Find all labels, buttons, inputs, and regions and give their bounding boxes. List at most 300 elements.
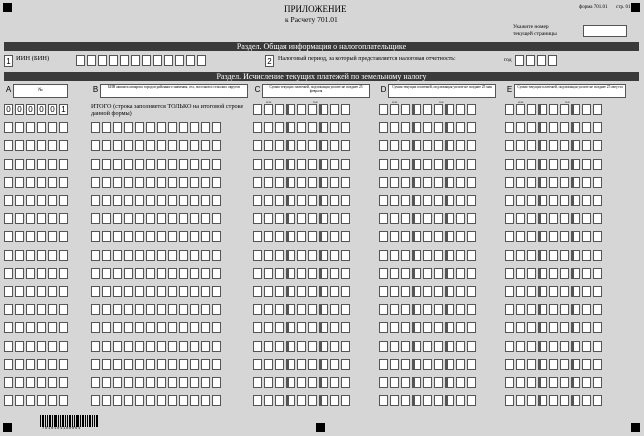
input-cell[interactable] bbox=[26, 231, 35, 242]
input-cell[interactable] bbox=[456, 213, 465, 224]
input-cell[interactable] bbox=[571, 104, 580, 115]
input-cell[interactable] bbox=[505, 322, 514, 333]
input-cell[interactable] bbox=[412, 395, 421, 406]
input-cell[interactable] bbox=[286, 122, 295, 133]
input-cell[interactable] bbox=[401, 140, 410, 151]
input-cell[interactable] bbox=[527, 195, 536, 206]
amount-feb-field[interactable] bbox=[253, 377, 350, 388]
input-cell[interactable] bbox=[4, 304, 13, 315]
bin-field[interactable] bbox=[91, 377, 221, 388]
input-cell[interactable] bbox=[157, 377, 166, 388]
input-cell[interactable] bbox=[212, 159, 221, 170]
input-cell[interactable] bbox=[412, 341, 421, 352]
input-cell[interactable] bbox=[190, 304, 199, 315]
input-cell[interactable] bbox=[190, 231, 199, 242]
input-cell[interactable] bbox=[275, 250, 284, 261]
input-cell[interactable] bbox=[549, 377, 558, 388]
row-number-field[interactable] bbox=[4, 359, 68, 370]
input-cell[interactable] bbox=[412, 231, 421, 242]
input-cell[interactable] bbox=[516, 341, 525, 352]
input-cell[interactable] bbox=[538, 122, 547, 133]
amount-feb-field[interactable] bbox=[253, 159, 350, 170]
input-cell[interactable] bbox=[505, 250, 514, 261]
input-cell[interactable] bbox=[212, 341, 221, 352]
amount-may-field[interactable] bbox=[379, 250, 476, 261]
input-cell[interactable] bbox=[571, 159, 580, 170]
input-cell[interactable] bbox=[124, 395, 133, 406]
input-cell[interactable] bbox=[308, 231, 317, 242]
input-cell[interactable] bbox=[434, 341, 443, 352]
input-cell[interactable] bbox=[135, 122, 144, 133]
input-cell[interactable] bbox=[113, 322, 122, 333]
input-cell[interactable] bbox=[15, 322, 24, 333]
input-cell[interactable] bbox=[179, 322, 188, 333]
amount-may-field[interactable] bbox=[379, 341, 476, 352]
input-cell[interactable] bbox=[212, 231, 221, 242]
input-cell[interactable] bbox=[505, 286, 514, 297]
input-cell[interactable] bbox=[37, 286, 46, 297]
input-cell[interactable] bbox=[48, 268, 57, 279]
input-cell[interactable] bbox=[48, 140, 57, 151]
input-cell[interactable] bbox=[4, 250, 13, 261]
input-cell[interactable] bbox=[467, 377, 476, 388]
input-cell[interactable] bbox=[15, 268, 24, 279]
input-cell[interactable] bbox=[15, 177, 24, 188]
input-cell[interactable] bbox=[113, 140, 122, 151]
input-cell[interactable] bbox=[467, 304, 476, 315]
input-cell[interactable] bbox=[201, 395, 210, 406]
input-cell[interactable] bbox=[124, 359, 133, 370]
input-cell[interactable] bbox=[286, 177, 295, 188]
input-cell[interactable] bbox=[26, 395, 35, 406]
input-cell[interactable] bbox=[275, 104, 284, 115]
row-number-field[interactable] bbox=[4, 231, 68, 242]
input-cell[interactable] bbox=[467, 213, 476, 224]
input-cell[interactable] bbox=[91, 231, 100, 242]
amount-may-field[interactable] bbox=[379, 359, 476, 370]
input-cell[interactable] bbox=[582, 122, 591, 133]
input-cell[interactable] bbox=[505, 177, 514, 188]
input-cell[interactable] bbox=[113, 231, 122, 242]
input-cell[interactable] bbox=[37, 231, 46, 242]
input-cell[interactable] bbox=[157, 304, 166, 315]
amount-may-field[interactable] bbox=[379, 177, 476, 188]
amount-may-field[interactable] bbox=[379, 140, 476, 151]
input-cell[interactable] bbox=[593, 250, 602, 261]
input-cell[interactable] bbox=[341, 177, 350, 188]
amount-may-field[interactable] bbox=[379, 159, 476, 170]
input-cell[interactable] bbox=[330, 177, 339, 188]
input-cell[interactable] bbox=[91, 304, 100, 315]
input-cell[interactable] bbox=[330, 268, 339, 279]
input-cell[interactable] bbox=[516, 140, 525, 151]
input-cell[interactable] bbox=[26, 122, 35, 133]
input-cell[interactable] bbox=[434, 213, 443, 224]
input-cell[interactable] bbox=[135, 250, 144, 261]
input-cell[interactable] bbox=[516, 395, 525, 406]
input-cell[interactable] bbox=[456, 359, 465, 370]
input-cell[interactable] bbox=[571, 286, 580, 297]
input-cell[interactable] bbox=[379, 177, 388, 188]
input-cell[interactable] bbox=[102, 395, 111, 406]
input-cell[interactable] bbox=[505, 122, 514, 133]
input-cell[interactable] bbox=[253, 140, 262, 151]
input-cell[interactable] bbox=[113, 177, 122, 188]
input-cell[interactable] bbox=[37, 159, 46, 170]
amount-feb-field[interactable] bbox=[253, 341, 350, 352]
input-cell[interactable] bbox=[401, 377, 410, 388]
input-cell[interactable] bbox=[445, 195, 454, 206]
amount-feb-field[interactable] bbox=[253, 395, 350, 406]
input-cell[interactable] bbox=[538, 195, 547, 206]
input-cell[interactable] bbox=[412, 140, 421, 151]
input-cell[interactable] bbox=[190, 286, 199, 297]
input-cell[interactable] bbox=[48, 231, 57, 242]
input-cell[interactable] bbox=[560, 231, 569, 242]
input-cell[interactable] bbox=[582, 341, 591, 352]
input-cell[interactable] bbox=[423, 195, 432, 206]
input-cell[interactable] bbox=[168, 341, 177, 352]
input-cell[interactable] bbox=[571, 140, 580, 151]
input-cell[interactable] bbox=[275, 341, 284, 352]
input-cell[interactable] bbox=[308, 377, 317, 388]
input-cell[interactable] bbox=[146, 231, 155, 242]
input-cell[interactable] bbox=[212, 304, 221, 315]
input-cell[interactable] bbox=[308, 250, 317, 261]
row-number-field[interactable] bbox=[4, 122, 68, 133]
input-cell[interactable] bbox=[401, 250, 410, 261]
input-cell[interactable] bbox=[456, 304, 465, 315]
amount-feb-field[interactable] bbox=[253, 250, 350, 261]
input-cell[interactable] bbox=[48, 250, 57, 261]
input-cell[interactable] bbox=[571, 122, 580, 133]
input-cell[interactable] bbox=[15, 395, 24, 406]
input-cell[interactable] bbox=[264, 195, 273, 206]
input-cell[interactable] bbox=[379, 395, 388, 406]
input-cell[interactable] bbox=[168, 177, 177, 188]
input-cell[interactable] bbox=[412, 304, 421, 315]
input-cell[interactable] bbox=[456, 104, 465, 115]
input-cell[interactable] bbox=[146, 250, 155, 261]
input-cell[interactable] bbox=[157, 268, 166, 279]
input-cell[interactable] bbox=[467, 341, 476, 352]
input-cell[interactable] bbox=[467, 268, 476, 279]
input-cell[interactable] bbox=[113, 395, 122, 406]
input-cell[interactable] bbox=[297, 395, 306, 406]
input-cell[interactable] bbox=[26, 359, 35, 370]
input-cell[interactable] bbox=[179, 377, 188, 388]
input-cell[interactable] bbox=[190, 195, 199, 206]
input-cell[interactable] bbox=[538, 231, 547, 242]
input-cell[interactable] bbox=[26, 159, 35, 170]
input-cell[interactable] bbox=[37, 341, 46, 352]
amount-may-field[interactable] bbox=[379, 231, 476, 242]
input-cell[interactable] bbox=[286, 195, 295, 206]
input-cell[interactable] bbox=[201, 322, 210, 333]
input-cell[interactable] bbox=[297, 213, 306, 224]
bin-field[interactable] bbox=[91, 341, 221, 352]
input-cell[interactable] bbox=[135, 140, 144, 151]
input-cell[interactable] bbox=[341, 304, 350, 315]
amount-aug-field[interactable] bbox=[505, 177, 602, 188]
input-cell[interactable] bbox=[91, 140, 100, 151]
input-cell[interactable] bbox=[412, 286, 421, 297]
input-cell[interactable] bbox=[157, 159, 166, 170]
input-cell[interactable] bbox=[593, 231, 602, 242]
input-cell[interactable] bbox=[401, 304, 410, 315]
input-cell[interactable] bbox=[91, 322, 100, 333]
input-cell[interactable] bbox=[390, 250, 399, 261]
input-cell[interactable] bbox=[341, 195, 350, 206]
amount-may-field[interactable] bbox=[379, 213, 476, 224]
input-cell[interactable] bbox=[264, 250, 273, 261]
input-cell[interactable] bbox=[401, 177, 410, 188]
amount-feb-field[interactable] bbox=[253, 140, 350, 151]
input-cell[interactable] bbox=[275, 322, 284, 333]
input-cell[interactable] bbox=[571, 377, 580, 388]
input-cell[interactable] bbox=[15, 122, 24, 133]
input-cell[interactable] bbox=[157, 122, 166, 133]
input-cell[interactable] bbox=[593, 304, 602, 315]
input-cell[interactable] bbox=[505, 159, 514, 170]
amount-may-field[interactable] bbox=[379, 286, 476, 297]
input-cell[interactable] bbox=[527, 359, 536, 370]
input-cell[interactable] bbox=[190, 359, 199, 370]
input-cell[interactable] bbox=[253, 195, 262, 206]
input-cell[interactable] bbox=[423, 213, 432, 224]
input-cell[interactable] bbox=[527, 322, 536, 333]
input-cell[interactable] bbox=[401, 395, 410, 406]
input-cell[interactable] bbox=[48, 177, 57, 188]
input-cell[interactable] bbox=[467, 122, 476, 133]
input-cell[interactable] bbox=[26, 286, 35, 297]
input-cell[interactable] bbox=[593, 268, 602, 279]
input-cell[interactable] bbox=[549, 122, 558, 133]
input-cell[interactable] bbox=[308, 341, 317, 352]
input-cell[interactable] bbox=[434, 322, 443, 333]
input-cell[interactable] bbox=[275, 377, 284, 388]
input-cell[interactable] bbox=[379, 304, 388, 315]
input-cell[interactable] bbox=[91, 177, 100, 188]
input-cell[interactable] bbox=[308, 213, 317, 224]
bin-field[interactable] bbox=[91, 213, 221, 224]
input-cell[interactable] bbox=[516, 304, 525, 315]
input-cell[interactable] bbox=[582, 322, 591, 333]
input-cell[interactable] bbox=[341, 359, 350, 370]
input-cell[interactable] bbox=[26, 377, 35, 388]
input-cell[interactable] bbox=[456, 140, 465, 151]
input-cell[interactable] bbox=[445, 250, 454, 261]
amount-aug-field[interactable] bbox=[505, 377, 602, 388]
input-cell[interactable] bbox=[102, 304, 111, 315]
input-cell[interactable] bbox=[560, 122, 569, 133]
input-cell[interactable] bbox=[59, 122, 68, 133]
input-cell[interactable] bbox=[275, 231, 284, 242]
input-cell[interactable] bbox=[538, 104, 547, 115]
input-cell[interactable] bbox=[212, 195, 221, 206]
input-cell[interactable] bbox=[168, 377, 177, 388]
amount-aug-field[interactable] bbox=[505, 122, 602, 133]
input-cell[interactable] bbox=[445, 140, 454, 151]
row-number-field[interactable] bbox=[4, 322, 68, 333]
input-cell[interactable] bbox=[379, 268, 388, 279]
tax-year-field[interactable] bbox=[515, 55, 557, 66]
input-cell[interactable] bbox=[113, 268, 122, 279]
amount-aug-field[interactable] bbox=[505, 213, 602, 224]
input-cell[interactable] bbox=[275, 268, 284, 279]
input-cell[interactable] bbox=[102, 195, 111, 206]
input-cell[interactable] bbox=[445, 104, 454, 115]
input-cell[interactable] bbox=[467, 395, 476, 406]
input-cell[interactable] bbox=[286, 250, 295, 261]
bin-field[interactable] bbox=[91, 268, 221, 279]
input-cell[interactable] bbox=[571, 195, 580, 206]
input-cell[interactable] bbox=[37, 140, 46, 151]
input-cell[interactable] bbox=[135, 341, 144, 352]
input-cell[interactable] bbox=[423, 341, 432, 352]
input-cell[interactable] bbox=[124, 122, 133, 133]
bin-field[interactable] bbox=[91, 395, 221, 406]
input-cell[interactable] bbox=[37, 213, 46, 224]
bin-field[interactable] bbox=[91, 322, 221, 333]
input-cell[interactable] bbox=[516, 322, 525, 333]
input-cell[interactable] bbox=[212, 322, 221, 333]
input-cell[interactable] bbox=[560, 395, 569, 406]
input-cell[interactable] bbox=[135, 177, 144, 188]
amount-may-field[interactable] bbox=[379, 268, 476, 279]
input-cell[interactable] bbox=[286, 377, 295, 388]
input-cell[interactable] bbox=[330, 140, 339, 151]
input-cell[interactable] bbox=[253, 377, 262, 388]
input-cell[interactable] bbox=[286, 140, 295, 151]
input-cell[interactable] bbox=[201, 140, 210, 151]
amount-aug-field[interactable] bbox=[505, 250, 602, 261]
input-cell[interactable] bbox=[201, 304, 210, 315]
input-cell[interactable] bbox=[168, 304, 177, 315]
input-cell[interactable] bbox=[4, 395, 13, 406]
input-cell[interactable] bbox=[560, 104, 569, 115]
input-cell[interactable] bbox=[275, 195, 284, 206]
input-cell[interactable] bbox=[26, 268, 35, 279]
input-cell[interactable] bbox=[113, 159, 122, 170]
input-cell[interactable] bbox=[308, 140, 317, 151]
input-cell[interactable] bbox=[593, 195, 602, 206]
input-cell[interactable] bbox=[516, 250, 525, 261]
input-cell[interactable] bbox=[390, 195, 399, 206]
iin-field[interactable] bbox=[76, 55, 206, 66]
input-cell[interactable] bbox=[190, 377, 199, 388]
input-cell[interactable] bbox=[330, 195, 339, 206]
input-cell[interactable] bbox=[571, 231, 580, 242]
input-cell[interactable] bbox=[516, 359, 525, 370]
input-cell[interactable] bbox=[26, 177, 35, 188]
input-cell[interactable] bbox=[253, 359, 262, 370]
input-cell[interactable] bbox=[275, 122, 284, 133]
input-cell[interactable] bbox=[308, 159, 317, 170]
input-cell[interactable] bbox=[264, 213, 273, 224]
input-cell[interactable] bbox=[379, 122, 388, 133]
input-cell[interactable] bbox=[190, 159, 199, 170]
input-cell[interactable] bbox=[135, 359, 144, 370]
input-cell[interactable] bbox=[4, 268, 13, 279]
input-cell[interactable] bbox=[102, 377, 111, 388]
input-cell[interactable] bbox=[212, 122, 221, 133]
input-cell[interactable] bbox=[379, 250, 388, 261]
input-cell[interactable] bbox=[4, 177, 13, 188]
input-cell[interactable] bbox=[319, 231, 328, 242]
input-cell[interactable] bbox=[319, 359, 328, 370]
input-cell[interactable] bbox=[549, 213, 558, 224]
input-cell[interactable] bbox=[379, 140, 388, 151]
input-cell[interactable] bbox=[91, 159, 100, 170]
input-cell[interactable] bbox=[527, 250, 536, 261]
input-cell[interactable] bbox=[456, 159, 465, 170]
input-cell[interactable] bbox=[253, 341, 262, 352]
row-number-field[interactable] bbox=[4, 250, 68, 261]
input-cell[interactable] bbox=[264, 177, 273, 188]
input-cell[interactable] bbox=[179, 213, 188, 224]
bin-field[interactable] bbox=[91, 177, 221, 188]
amount-feb-field[interactable] bbox=[253, 177, 350, 188]
input-cell[interactable] bbox=[571, 395, 580, 406]
input-cell[interactable] bbox=[190, 395, 199, 406]
input-cell[interactable] bbox=[4, 122, 13, 133]
input-cell[interactable] bbox=[571, 322, 580, 333]
input-cell[interactable] bbox=[264, 104, 273, 115]
input-cell[interactable] bbox=[445, 122, 454, 133]
input-cell[interactable] bbox=[168, 122, 177, 133]
input-cell[interactable] bbox=[4, 231, 13, 242]
input-cell[interactable] bbox=[560, 213, 569, 224]
amount-may-field[interactable] bbox=[379, 322, 476, 333]
input-cell[interactable] bbox=[37, 122, 46, 133]
input-cell[interactable] bbox=[423, 268, 432, 279]
input-cell[interactable] bbox=[401, 104, 410, 115]
input-cell[interactable] bbox=[341, 122, 350, 133]
input-cell[interactable] bbox=[390, 341, 399, 352]
input-cell[interactable] bbox=[445, 341, 454, 352]
input-cell[interactable] bbox=[390, 122, 399, 133]
input-cell[interactable] bbox=[124, 268, 133, 279]
input-cell[interactable] bbox=[297, 140, 306, 151]
input-cell[interactable] bbox=[423, 122, 432, 133]
input-cell[interactable] bbox=[390, 304, 399, 315]
input-cell[interactable] bbox=[593, 286, 602, 297]
input-cell[interactable] bbox=[330, 250, 339, 261]
input-cell[interactable] bbox=[297, 286, 306, 297]
input-cell[interactable] bbox=[538, 213, 547, 224]
input-cell[interactable] bbox=[560, 304, 569, 315]
input-cell[interactable] bbox=[560, 322, 569, 333]
input-cell[interactable] bbox=[379, 322, 388, 333]
input-cell[interactable] bbox=[412, 122, 421, 133]
input-cell[interactable] bbox=[124, 213, 133, 224]
input-cell[interactable] bbox=[264, 286, 273, 297]
input-cell[interactable] bbox=[201, 377, 210, 388]
input-cell[interactable] bbox=[286, 395, 295, 406]
input-cell[interactable] bbox=[26, 322, 35, 333]
input-cell[interactable] bbox=[445, 177, 454, 188]
input-cell[interactable] bbox=[157, 195, 166, 206]
input-cell[interactable] bbox=[467, 104, 476, 115]
input-cell[interactable] bbox=[91, 268, 100, 279]
amount-feb-field[interactable] bbox=[253, 122, 350, 133]
input-cell[interactable] bbox=[146, 195, 155, 206]
input-cell[interactable] bbox=[264, 377, 273, 388]
input-cell[interactable] bbox=[179, 268, 188, 279]
amount-aug-field[interactable] bbox=[505, 159, 602, 170]
input-cell[interactable] bbox=[456, 395, 465, 406]
